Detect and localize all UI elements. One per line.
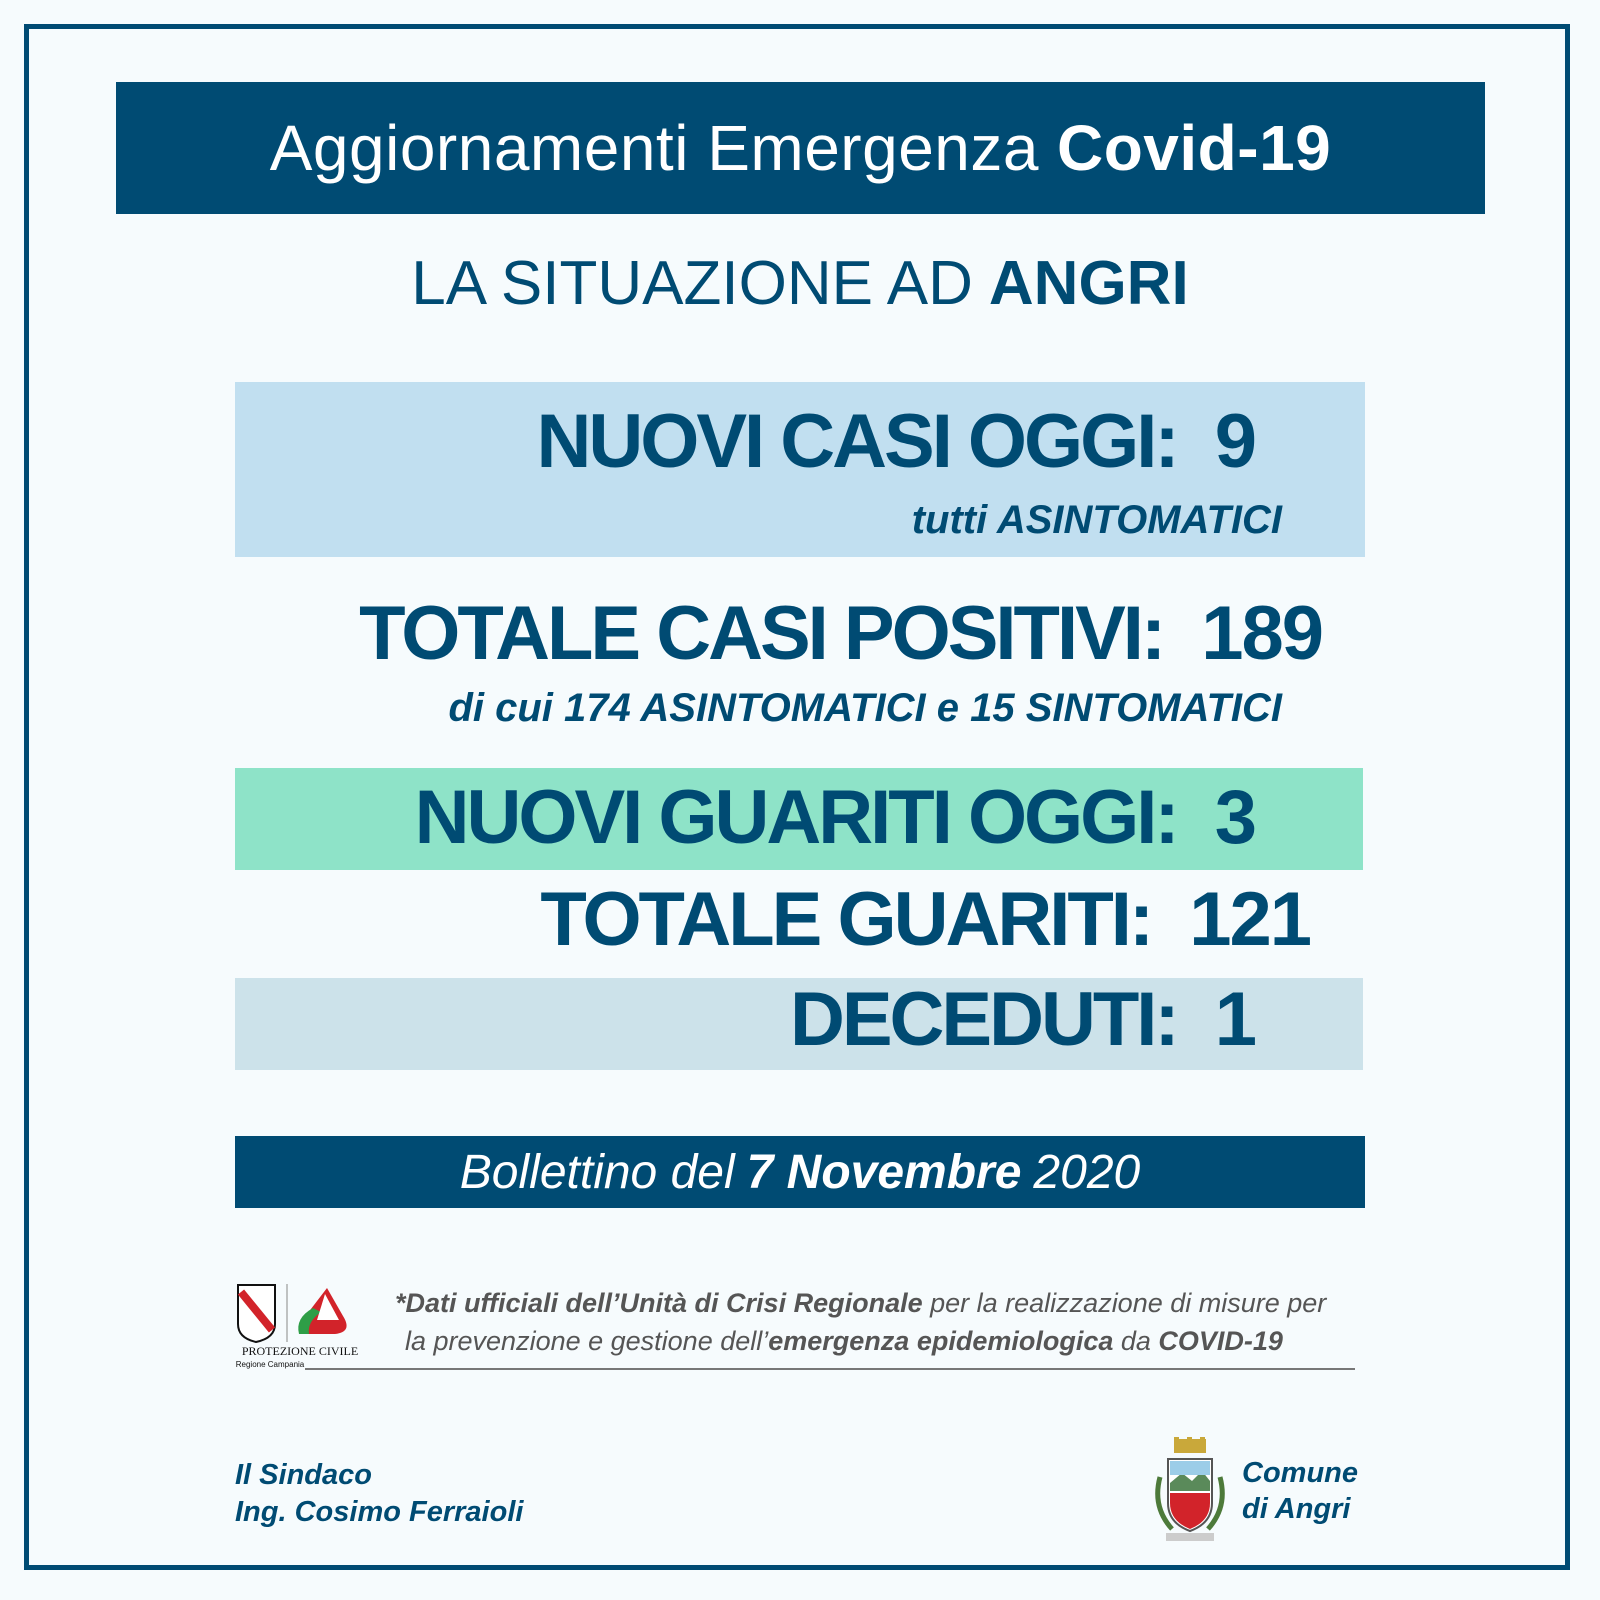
symptomatic-count: 15 [970,686,1015,730]
subtitle-city: ANGRI [988,249,1189,318]
divider [305,1368,1355,1370]
total-healed-stat [540,876,1310,963]
bulletin-year: 2020 [1033,1145,1141,1199]
disclaimer-line-2 [395,1322,1385,1360]
disclaimer-line-2-start: la prevenzione e gestione dell’ [405,1326,769,1356]
new-cases-label: NUOVI CASI OGGI: [536,399,1177,484]
deaths-value: 1 [1214,977,1255,1062]
header-title-prefix: Aggiornamenti Emergenza [269,112,1039,184]
disclaimer-line-1-rest: per la realizzazione di misure per [922,1288,1327,1318]
total-positive-value: 189 [1201,591,1322,676]
logo-caption: PROTEZIONE CIVILE [241,1344,359,1358]
deaths-label: DECEDUTI: [789,977,1177,1062]
disclaimer-line-2-end: COVID-19 [1158,1326,1283,1356]
disclaimer-line-2-bold: emergenza epidemiologica [768,1326,1114,1356]
comune-label [1242,1455,1358,1527]
comune-line-1: Comune [1242,1457,1358,1489]
campania-shield-icon [235,1282,365,1344]
new-cases-value: 9 [1214,399,1255,484]
new-healed-value: 3 [1214,775,1255,860]
new-cases-note: tutti ASINTOMATICI [911,498,1282,542]
bulletin-prefix: Bollettino del [459,1145,735,1199]
disclaimer-line-2-mid: da [1113,1326,1159,1356]
protezione-civile-logo [235,1282,365,1374]
bulletin-banner [235,1136,1365,1208]
total-healed-value: 121 [1189,877,1310,962]
symptomatic-label: SINTOMATICI [1025,686,1282,730]
header-title-bold: Covid-19 [1056,112,1332,184]
deaths-stat [790,976,1255,1063]
header-banner [116,82,1485,214]
disclaimer-text [395,1284,1385,1360]
subtitle [0,248,1600,319]
note-prefix: di cui [448,686,553,730]
new-healed-stat [415,774,1255,861]
total-healed-label: TOTALE GUARITI: [540,877,1152,962]
subtitle-prefix: LA SITUAZIONE AD [411,249,973,318]
mayor-signature [235,1457,523,1531]
angri-crest-icon [1150,1437,1230,1545]
mayor-name: Ing. Cosimo Ferraioli [235,1496,524,1528]
total-positive-note [448,686,1282,731]
disclaimer-line-1 [395,1284,1385,1322]
mayor-title: Il Sindaco [235,1459,372,1491]
asymptomatic-count: 174 [564,686,631,730]
logo-region: Regione Campania [235,1360,305,1369]
asymptomatic-label: ASINTOMATICI e [640,686,959,730]
total-positive-stat [359,590,1322,677]
new-healed-label: NUOVI GUARITI OGGI: [414,775,1177,860]
total-positive-label: TOTALE CASI POSITIVI: [359,591,1164,676]
bulletin-date: 7 Novembre [746,1145,1022,1199]
disclaimer-source: *Dati ufficiali dell’Unità di Crisi Regionale [395,1288,923,1318]
new-cases-stat [536,398,1255,485]
comune-line-2: di Angri [1242,1493,1351,1525]
